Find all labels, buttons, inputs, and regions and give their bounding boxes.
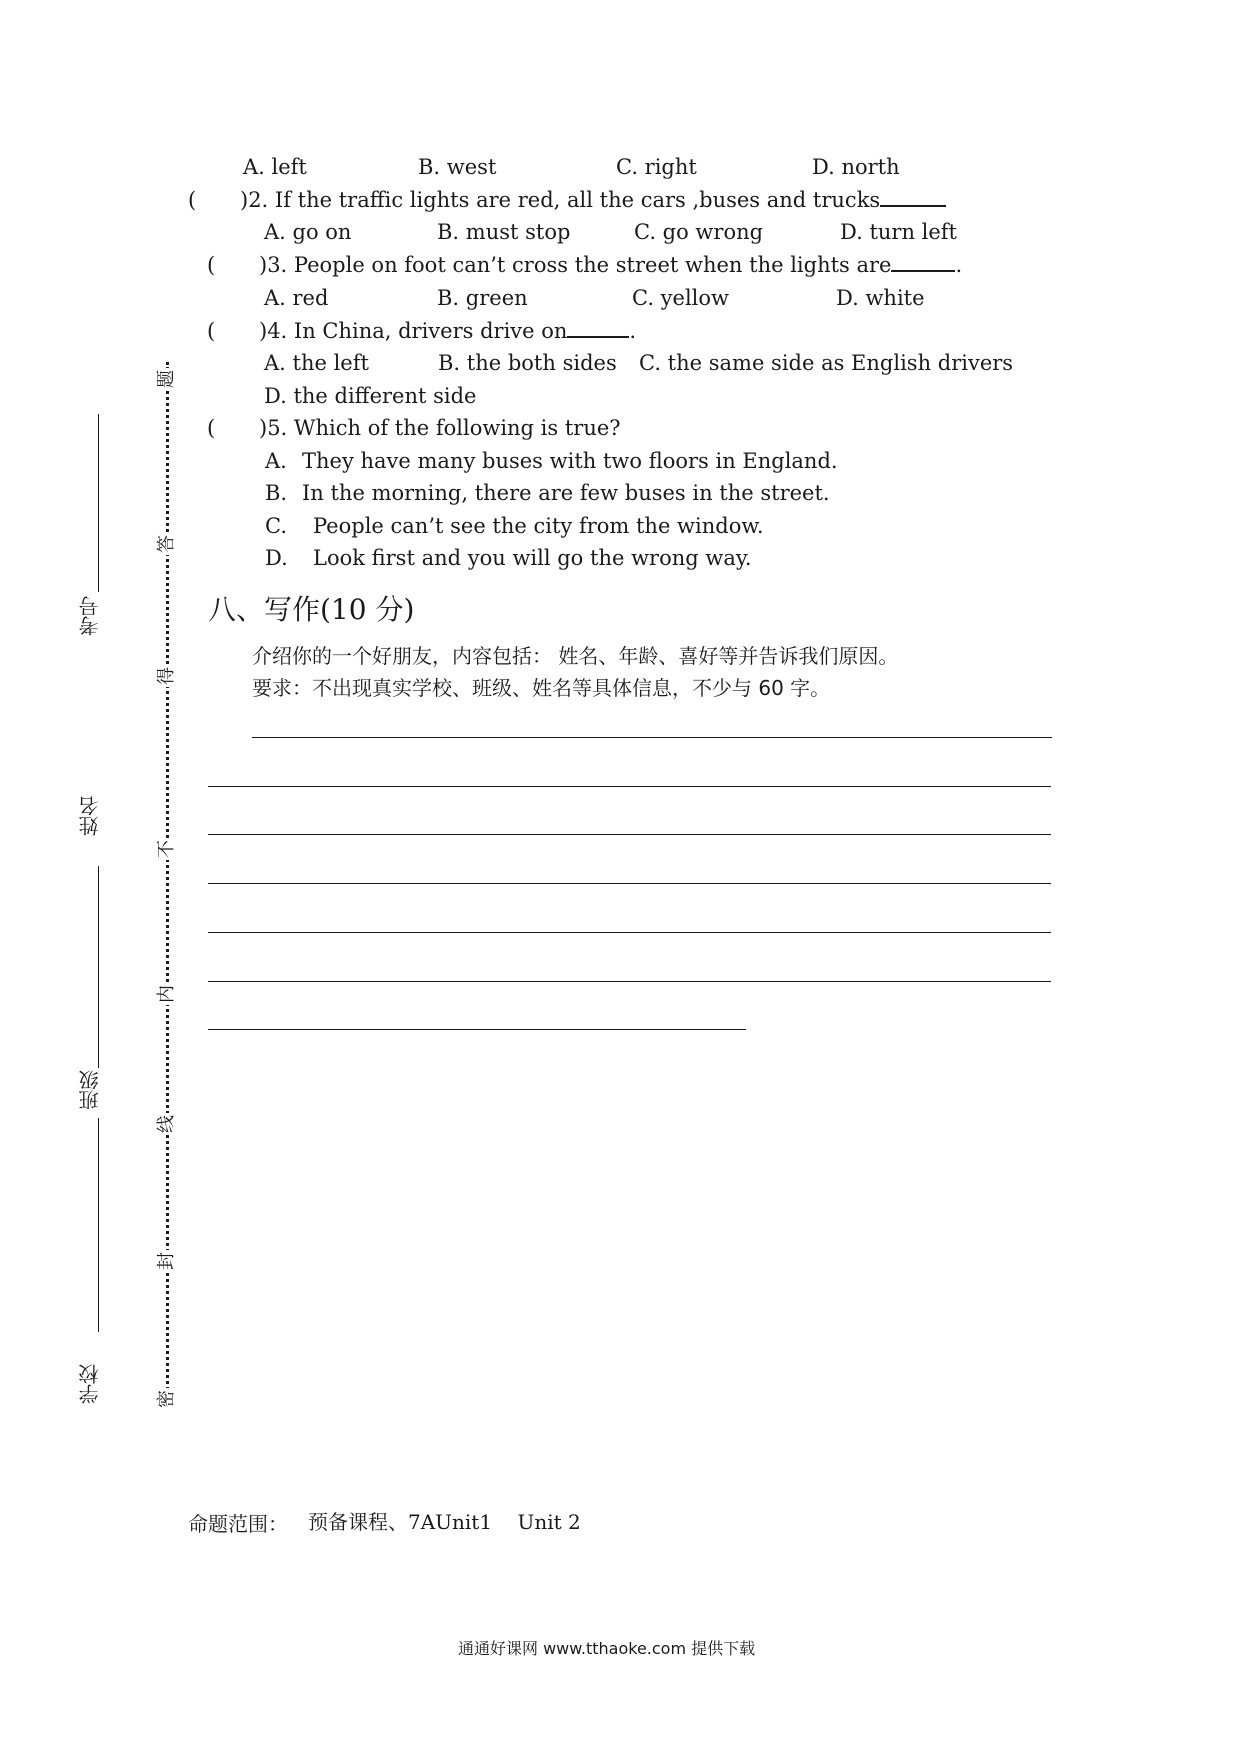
seal-dotted-line xyxy=(166,362,169,1396)
writing-line-3[interactable] xyxy=(208,834,1051,835)
q1-option-d: D. north xyxy=(812,155,900,179)
q3-stem xyxy=(259,252,962,278)
q3-option-c: C. yellow xyxy=(632,286,730,310)
q1-option-b: B. west xyxy=(418,155,497,179)
seal-char-ti: 题 xyxy=(156,370,177,388)
q2-option-d: D. turn left xyxy=(840,220,957,244)
q4-paren: ( xyxy=(207,319,216,343)
q5-option-a-text: They have many buses with two floors in England. xyxy=(302,449,838,473)
q5-stem: )5. Which of the following is true? xyxy=(259,416,621,440)
q5-option-c-letter: C. xyxy=(265,514,287,538)
footer-download-note: 通通好课网 www.tthaoke.com 提供下载 xyxy=(458,1639,756,1658)
school-label: 学校 xyxy=(78,1364,102,1404)
q2-answer-blank xyxy=(880,187,946,207)
exam-number-field[interactable] xyxy=(98,414,99,592)
seal-char-xian: 线 xyxy=(156,1115,177,1133)
q4-stem xyxy=(259,318,636,344)
q2-paren: ( xyxy=(188,188,197,212)
name-label: 姓名 xyxy=(78,796,102,836)
writing-line-6[interactable] xyxy=(208,981,1051,982)
q5-option-b-text: In the morning, there are few buses in the street. xyxy=(302,481,830,505)
q4-option-b: B. the both sides xyxy=(438,351,617,375)
q2-stem-text: )2. If the traffic lights are red, all the cars ,buses and trucks xyxy=(240,188,881,212)
q1-option-c: C. right xyxy=(616,155,697,179)
writing-line-1[interactable] xyxy=(252,737,1052,738)
seal-char-de: 得 xyxy=(156,667,177,685)
writing-title: 八、写作(10 分) xyxy=(208,593,415,626)
class-label: 班级 xyxy=(78,1070,102,1110)
q3-option-d: D. white xyxy=(836,286,925,310)
q3-paren: ( xyxy=(207,253,216,277)
writing-line-7[interactable] xyxy=(208,1029,746,1030)
q3-stem-end: . xyxy=(955,253,963,277)
seal-char-mi: 密 xyxy=(156,1390,177,1408)
q4-stem-text: )4. In China, drivers drive on xyxy=(259,319,568,343)
q3-answer-blank xyxy=(891,252,955,272)
q1-option-a: A. left xyxy=(243,155,307,179)
q4-option-d: D. the different side xyxy=(264,384,477,408)
q5-option-b-letter: B. xyxy=(265,481,288,505)
seal-char-bu: 不 xyxy=(156,840,177,858)
q5-option-a-letter: A. xyxy=(265,449,287,473)
q3-option-a: A. red xyxy=(264,286,329,310)
q5-option-d-text: Look first and you will go the wrong way. xyxy=(313,546,752,570)
seal-char-da: 答 xyxy=(156,535,177,553)
writing-requirement: 要求：不出现真实学校、班级、姓名等具体信息，不少与 60 字。 xyxy=(252,676,831,700)
q3-option-b: B. green xyxy=(437,286,528,310)
writing-line-5[interactable] xyxy=(208,932,1051,933)
q2-option-b: B. must stop xyxy=(437,220,571,244)
seal-char-feng: 封 xyxy=(156,1252,177,1270)
q3-stem-text: )3. People on foot can’t cross the street when the lights are xyxy=(259,253,892,277)
name-field[interactable] xyxy=(98,866,99,1068)
exam-number-label: 考号 xyxy=(78,596,102,636)
seal-char-nei: 内 xyxy=(156,985,177,1003)
writing-prompt: 介绍你的一个好朋友，内容包括： 姓名、年龄、喜好等并告诉我们原因。 xyxy=(252,644,899,668)
writing-line-4[interactable] xyxy=(208,883,1051,884)
writing-line-2[interactable] xyxy=(208,786,1051,787)
q2-stem xyxy=(240,187,946,213)
q2-option-a: A. go on xyxy=(264,220,352,244)
q4-option-a: A. the left xyxy=(264,351,369,375)
q4-answer-blank xyxy=(567,318,629,338)
q4-stem-end: . xyxy=(629,319,637,343)
class-field[interactable] xyxy=(98,1118,99,1332)
scope-label: 命题范围： xyxy=(188,1512,288,1536)
q2-option-c: C. go wrong xyxy=(634,220,764,244)
q5-paren: ( xyxy=(207,416,216,440)
q5-option-c-text: People can’t see the city from the window. xyxy=(313,514,764,538)
q4-option-c: C. the same side as English drivers xyxy=(639,351,1014,375)
q5-option-d-letter: D. xyxy=(265,546,288,570)
scope-value: 预备课程、7AUnit1 Unit 2 xyxy=(308,1510,581,1534)
